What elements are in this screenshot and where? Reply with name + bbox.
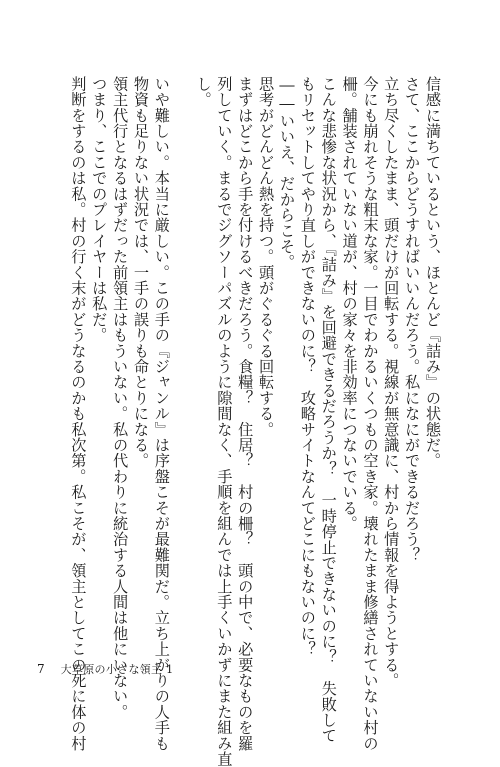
text-column: 領主代行となるはずだった前領主はもういない。私の代わりに統治する人間は他にいない。 <box>111 76 130 720</box>
text-column: し。 <box>194 76 213 108</box>
text-column: 思考がどんどん熱を持つ。頭がぐるぐる回転する。 <box>257 76 276 438</box>
page-number: 7 <box>37 662 45 676</box>
text-column: 物資も足りない状況では、一手の誤りも命とりになる。 <box>131 76 150 469</box>
text-column: 柵。舗装されていない道が、村の家々を非効率につないでいる。 <box>340 76 359 532</box>
blank-column <box>174 76 189 631</box>
text-column: 今にも崩れそうな粗末な家。一目でわかるいくつもの空き家。壊れたまま修繕されていない村の <box>361 76 380 752</box>
text-column: さて、ここからどうすればいいんだろう。私になにができるだろう？ <box>403 76 422 563</box>
running-title: 大草原の小さな領主 1 <box>60 663 174 676</box>
text-column: 列していく。まるでジグソーパズルのように隙間なく、手順を組んでは上手くいかずにまた組み直 <box>215 76 234 767</box>
text-column: 信感に満ちているという、ほとんど『詰み』の状態だ。 <box>424 76 442 469</box>
text-column: まずはどこから手を付けるべきだろう。食糧？ 住居？ 村の柵？ 頭の中で、必要なものを羅 <box>236 76 255 752</box>
page-footer <box>37 661 173 677</box>
text-column: 立ち尽くしたまま、頭だけが回転する。視線が無意識に、村から情報を得ようとする。 <box>382 76 401 689</box>
text-column: こんな悲惨な状況から、『詰み』を回避できるだろうか？ 一時停止できないのに？ 失敗して <box>319 76 338 744</box>
text-column: もリセットしてやり直しができないのに？ 攻略サイトなんてどこにもないのに？ <box>298 76 317 657</box>
text-column: いや難しい。本当に厳しい。この手の『ジャンル』は序盤こそが最難関だ。立ち上がりの人手も <box>152 76 171 752</box>
text-column: ――いいえ、だからこそ。 <box>277 76 296 270</box>
text-column: つまり、ここでのプレイヤーは私だ。 <box>90 76 109 343</box>
text-column: 判断をするのは私。村の行く末がどうなるのかも私次第。私こそが、領主としてこの死に体の村 <box>69 76 88 752</box>
